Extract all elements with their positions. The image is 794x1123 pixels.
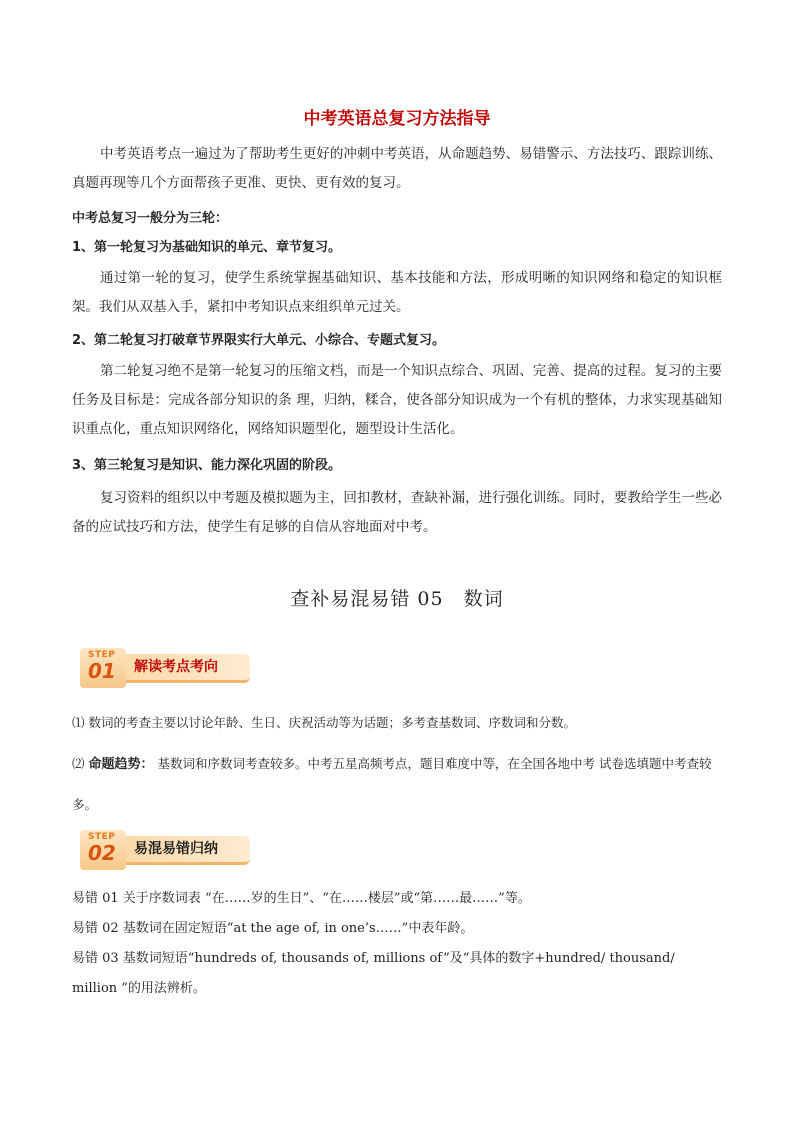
step-number: 02	[88, 841, 116, 865]
step-01-item-2	[72, 744, 722, 825]
item-prefix: ⑵	[72, 756, 89, 771]
section-title: 查补易混易错 05 数词	[290, 588, 504, 610]
list-item: 易错 02 基数词在固定短语“at the age of, in one’s……”中表年龄。	[72, 921, 474, 936]
step-02-header	[80, 830, 260, 870]
rounds-heading: 中考总复习一般分为三轮：	[72, 211, 229, 226]
round-2-heading: 2、第二轮复习打破章节界限实行大单元、小综合、专题式复习。	[72, 333, 446, 348]
intro-paragraph: 中考英语考点一遍过为了帮助考生更好的冲刺中考英语，从命题趋势、易错警示、方法技巧、跟踪训练、真题再现等几个方面帮孩子更准、更快、更有效的复习。	[72, 146, 722, 191]
round-1-text: 通过第一轮的复习，使学生系统掌握基础知识、基本技能和方法，形成明晰的知识网络和稳定的知识框架。我们从双基入手，紧扣中考知识点来组织单元过关。	[72, 270, 722, 315]
round-1-heading: 1、第一轮复习为基础知识的单元、章节复习。	[72, 240, 342, 255]
step-label: 易混易错归纳	[134, 841, 218, 857]
page-title: 中考英语总复习方法指导	[303, 109, 491, 129]
step-word: STEP	[88, 650, 116, 660]
step-01-header	[80, 648, 260, 688]
step-number: 01	[88, 659, 116, 683]
step-label: 解读考点考向	[134, 659, 218, 675]
list-item: 易错 03 基数词短语“hundreds of, thousands of, millions of”及“具体的数字+hundred/ thousand/ million ”的用法辨析。	[72, 951, 675, 996]
step-word: STEP	[88, 832, 116, 842]
list-item: 易错 01 关于序数词表 “在……岁的生日”、“在……楼层”或“第……最……”等。	[72, 891, 531, 906]
trend-text: 基数词和序数词考查较多。中考五星高频考点，题目难度中等，在全国各地中考 试卷选填题中考查较多。	[72, 756, 712, 812]
round-3-heading: 3、第三轮复习是知识、能力深化巩固的阶段。	[72, 458, 342, 473]
step-01-item-1: ⑴ 数词的考查主要以讨论年龄、生日、庆祝活动等为话题；多考查基数词、序数词和分数。	[72, 715, 576, 730]
confusion-list	[72, 884, 722, 1004]
round-2-text: 第二轮复习绝不是第一轮复习的压缩文档，而是一个知识点综合、巩固、完善、提高的过程。复习的主要任务及目标是：完成各部分知识的条 理，归纳，糅合，使各部分知识成为一个有机的整体，力求实现基础知识重点化，重点知识网络化，网络知识题型化，题型设计生活化。	[72, 363, 722, 437]
round-3-text: 复习资料的组织以中考题及模拟题为主，回扣教材，查缺补漏，进行强化训练。同时，要教给学生一些必备的应试技巧和方法，使学生有足够的自信从容地面对中考。	[72, 490, 722, 535]
trend-label: 命题趋势：	[88, 757, 154, 772]
